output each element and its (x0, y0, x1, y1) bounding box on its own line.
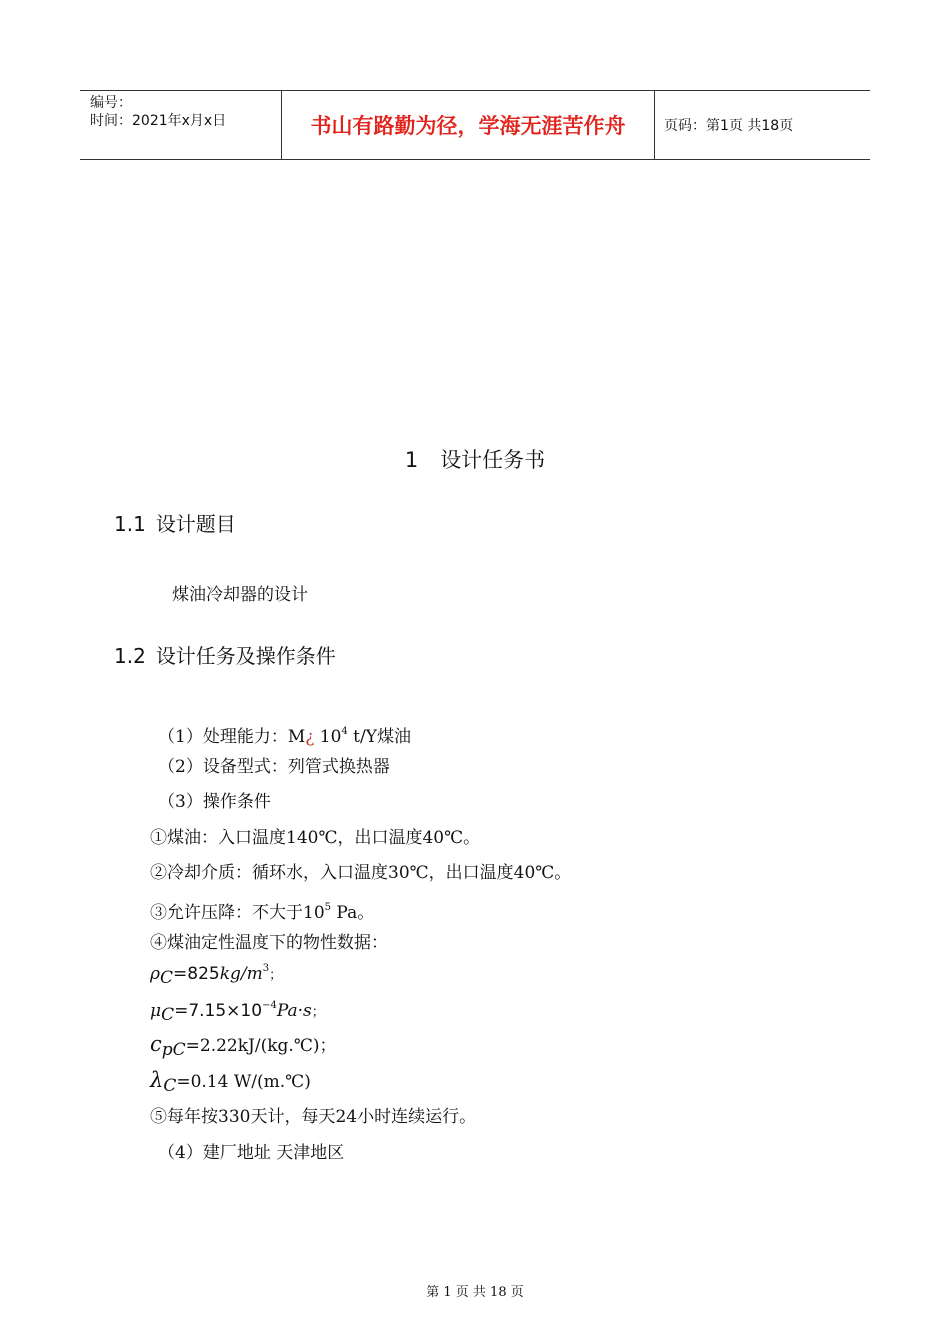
section-number: 1.1 (114, 512, 146, 536)
pressure-unit: Pa。 (331, 903, 375, 923)
chapter-title: 设计任务书 (440, 448, 546, 472)
rho-unit: kg/m (219, 964, 263, 984)
capacity-text: （1）处理能力：M (158, 727, 306, 747)
mu-value: =7.15×10 (174, 1001, 263, 1021)
rho-unit-exponent: 3 (262, 963, 270, 974)
capacity-exponent: 4 (341, 726, 348, 737)
mu-symbol: μ (150, 1001, 162, 1021)
header-time: 时间：2021年x月x日 (90, 113, 227, 129)
condition-capacity (158, 721, 411, 748)
pressure-exponent: 5 (324, 902, 332, 913)
formula-conductivity (150, 1069, 311, 1097)
design-topic: 煤油冷却器的设计 (172, 585, 308, 605)
condition-coolant: ②冷却介质：循环水，入口温度30℃，出口温度40℃。 (150, 863, 572, 883)
formula-viscosity (150, 995, 325, 1026)
chapter-number: 1 (404, 448, 419, 472)
cp-symbol: c (150, 1032, 162, 1056)
mu-subscript: C (161, 1005, 175, 1025)
header-meta (90, 94, 226, 130)
formula-density (150, 958, 282, 989)
section-heading-1-1 (114, 508, 236, 537)
section-heading-1-2 (114, 640, 336, 669)
header-motto: 书山有路勤为径，学海无涯苦作舟 (310, 114, 626, 138)
formula-heat-capacity (150, 1033, 336, 1061)
condition-site: （4）建厂地址 天津地区 (158, 1143, 345, 1163)
cp-value: =2.22kJ/(kg.℃)； (185, 1036, 337, 1056)
condition-kerosene: ①煤油：入口温度140℃，出口温度40℃。 (150, 828, 481, 848)
lambda-symbol: λ (150, 1068, 164, 1092)
properties-title: ④煤油定性温度下的物性数据： (150, 933, 388, 953)
capacity-unit: t/Y煤油 (347, 727, 411, 747)
cp-subscript: pC (161, 1040, 186, 1060)
section-number: 1.2 (114, 644, 146, 668)
rho-value: =825 (173, 964, 220, 984)
mu-exponent: −4 (262, 1000, 277, 1011)
condition-schedule: ⑤每年按330天计，每天24小时连续运行。 (150, 1107, 477, 1127)
pressure-text: ③允许压降：不大于10 (150, 903, 325, 923)
section-title: 设计任务及操作条件 (155, 644, 336, 668)
rho-symbol: ρ (150, 964, 160, 984)
condition-equipment: （2）设备型式：列管式换热器 (158, 757, 390, 777)
lambda-subscript: C (163, 1076, 177, 1096)
capacity-tail: 10 (314, 727, 342, 747)
header-number: 编号： (90, 95, 132, 111)
mu-end: ； (311, 1005, 325, 1020)
chapter-heading (0, 444, 950, 474)
rho-subscript: C (160, 968, 174, 988)
condition-pressure (150, 897, 374, 924)
header-page-info: 页码：第1页 共18页 (664, 118, 794, 134)
page-header (80, 90, 870, 160)
rho-end: ； (269, 968, 283, 983)
capacity-symbol: ¿ (305, 727, 315, 747)
mu-unit: Pa·s (276, 1001, 312, 1021)
page-footer: 第 1 页 共 18 页 (426, 1285, 524, 1300)
lambda-value: =0.14 W/(m.℃) (176, 1072, 311, 1092)
condition-operating: （3）操作条件 (158, 792, 271, 812)
header-divider (654, 91, 655, 159)
section-title: 设计题目 (155, 512, 236, 536)
